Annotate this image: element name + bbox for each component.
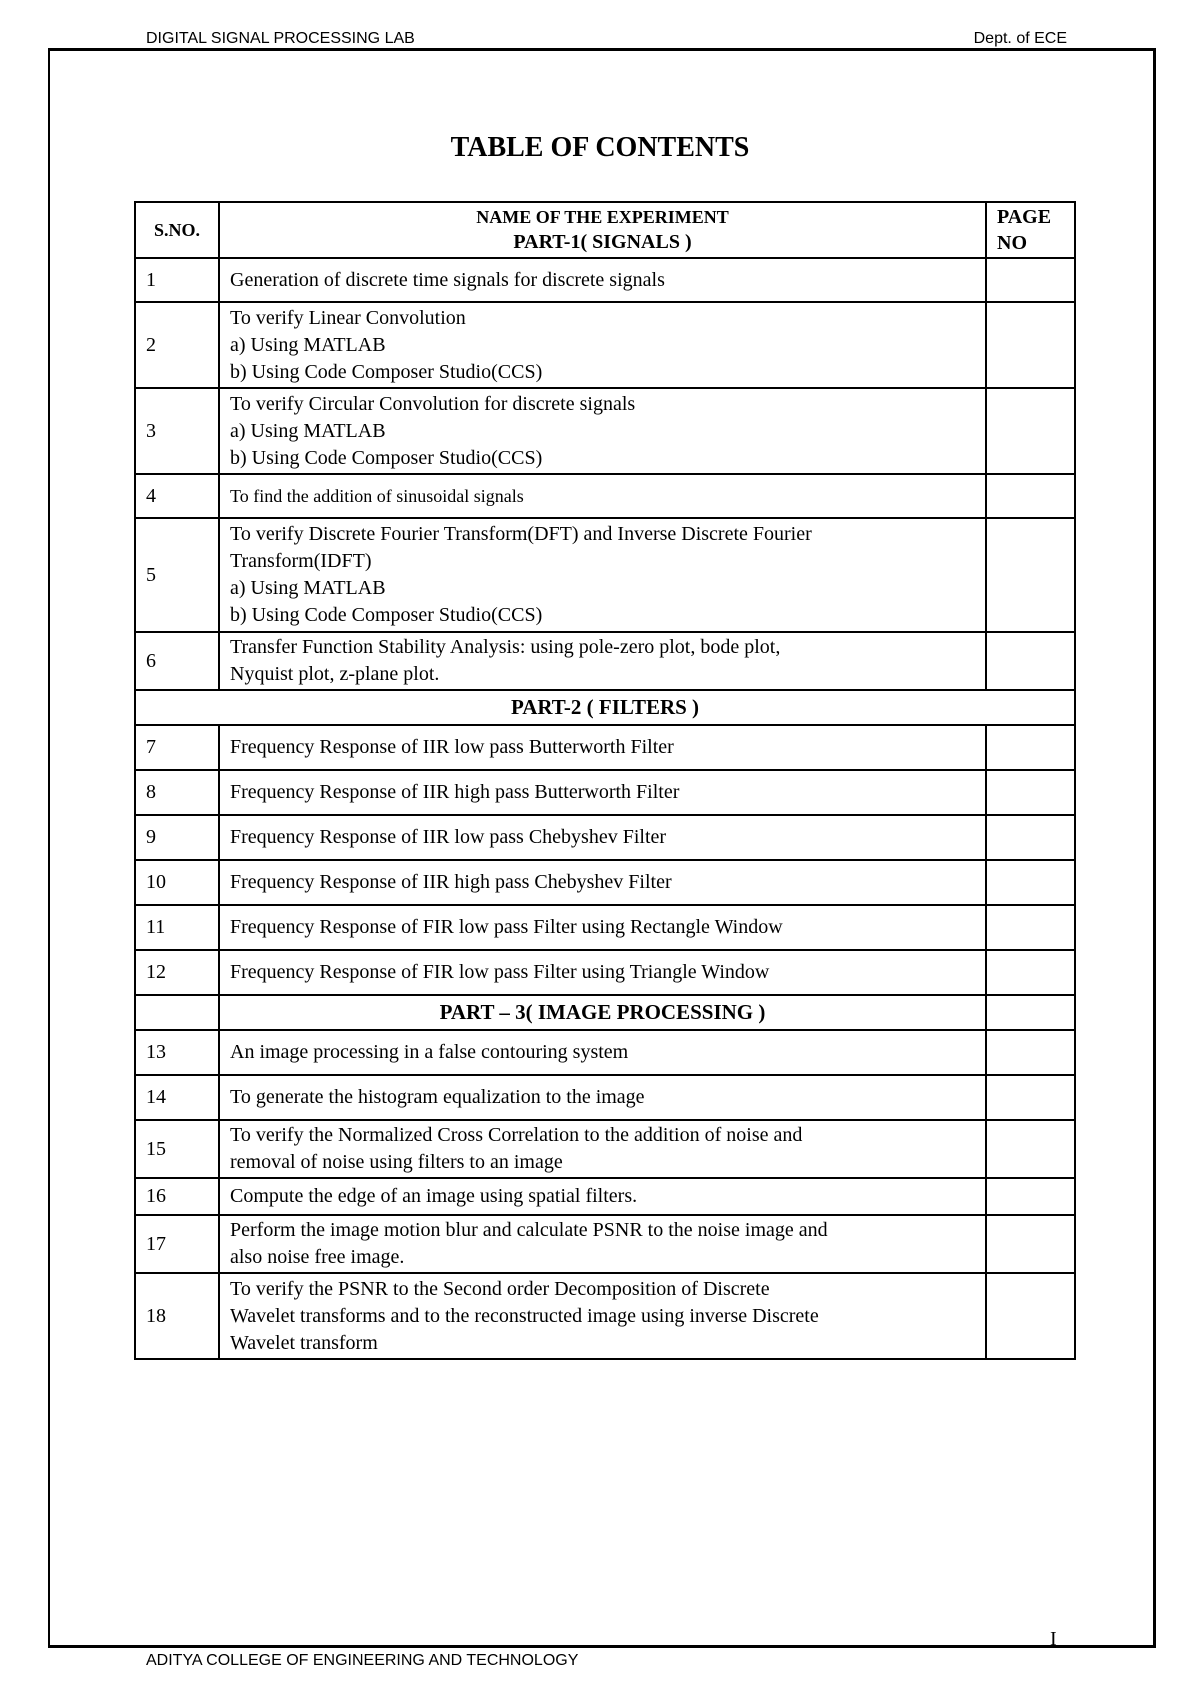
- table-row: [135, 302, 1075, 388]
- experiment-name: [219, 474, 986, 518]
- experiment-name-line: Wavelet transform: [230, 1331, 378, 1354]
- experiment-name-header-label: NAME OF THE EXPERIMENT: [476, 207, 729, 227]
- row-serial-number: 17: [135, 1215, 219, 1273]
- table-row: [135, 905, 1075, 950]
- table-body: [135, 258, 1075, 1359]
- experiment-name: [219, 1030, 986, 1075]
- page-number-cell: [986, 860, 1075, 905]
- section-title: PART – 3( IMAGE PROCESSING ): [219, 995, 986, 1030]
- page-number-cell: [986, 518, 1075, 632]
- table-row: [135, 770, 1075, 815]
- experiment-name-line: Generation of discrete time signals for discrete signals: [230, 268, 665, 291]
- page-number-cell: [986, 302, 1075, 388]
- experiment-name: [219, 725, 986, 770]
- experiment-name: [219, 1075, 986, 1120]
- experiment-name-line: Frequency Response of IIR high pass Chebyshev Filter: [230, 871, 672, 893]
- experiment-name-line: Nyquist plot, z-plane plot.: [230, 663, 440, 685]
- row-serial-number: 11: [135, 905, 219, 950]
- row-serial-number: 10: [135, 860, 219, 905]
- experiment-name-line: Frequency Response of IIR low pass Butterworth Filter: [230, 736, 674, 758]
- experiment-name-line: b) Using Code Composer Studio(CCS): [230, 604, 543, 626]
- row-serial-number: 8: [135, 770, 219, 815]
- table-row: [135, 815, 1075, 860]
- table-row: [135, 1273, 1075, 1359]
- experiment-name-line: To verify Discrete Fourier Transform(DFT) and Inverse Discrete Fourier: [230, 523, 812, 545]
- experiment-name-line: To generate the histogram equalization to the image: [230, 1086, 645, 1108]
- experiment-name: [219, 632, 986, 690]
- experiment-name: [219, 1120, 986, 1178]
- experiment-name: [219, 950, 986, 995]
- experiment-name: [219, 860, 986, 905]
- experiment-name: [219, 770, 986, 815]
- experiment-name: [219, 1215, 986, 1273]
- page-number-cell: [986, 905, 1075, 950]
- experiment-name: [219, 258, 986, 302]
- experiment-name-line: Perform the image motion blur and calculate PSNR to the noise image and: [230, 1219, 828, 1241]
- experiment-name: [219, 815, 986, 860]
- row-serial-number: 12: [135, 950, 219, 995]
- row-serial-number: 9: [135, 815, 219, 860]
- row-serial-number: 18: [135, 1273, 219, 1359]
- running-header-dept: Dept. of ECE: [973, 30, 1067, 47]
- experiment-name-line: Wavelet transforms and to the reconstructed image using inverse Discrete: [230, 1304, 819, 1327]
- experiment-name-line: a) Using MATLAB: [230, 333, 386, 356]
- part1-title: PART-1( SIGNALS ): [513, 231, 692, 253]
- experiment-name-line: Transfer Function Stability Analysis: using pole-zero plot, bode plot,: [230, 636, 781, 658]
- row-serial-number: 3: [135, 388, 219, 474]
- experiment-name-line: b) Using Code Composer Studio(CCS): [230, 360, 543, 383]
- page-no-header-line: PAGE: [997, 206, 1052, 228]
- experiment-name-line: To verify Circular Convolution for discrete signals: [230, 392, 636, 415]
- page-number: I: [1050, 1628, 1057, 1650]
- experiment-name-line: Frequency Response of IIR high pass Butterworth Filter: [230, 781, 680, 803]
- section-row: [135, 690, 1075, 725]
- experiment-name-line: a) Using MATLAB: [230, 577, 386, 599]
- sno-header: S.NO.: [135, 202, 219, 258]
- page-no-header-line: NO: [997, 232, 1027, 254]
- table-row: [135, 860, 1075, 905]
- row-serial-number: 15: [135, 1120, 219, 1178]
- table-row: [135, 1075, 1075, 1120]
- experiment-name: [219, 518, 986, 632]
- table-row: [135, 950, 1075, 995]
- page-number-cell: [986, 815, 1075, 860]
- page-number-cell: [986, 770, 1075, 815]
- page-no-header: [986, 202, 1075, 258]
- experiment-name-line: Compute the edge of an image using spatial filters.: [230, 1185, 638, 1207]
- running-footer-college: ADITYA COLLEGE OF ENGINEERING AND TECHNOLOGY: [146, 1652, 579, 1669]
- table-row: [135, 388, 1075, 474]
- experiment-name: [219, 1273, 986, 1359]
- table-row: [135, 1030, 1075, 1075]
- row-serial-number: 16: [135, 1178, 219, 1215]
- row-serial-number: 4: [135, 474, 219, 518]
- page-number-cell: [986, 474, 1075, 518]
- empty-cell: [135, 995, 219, 1030]
- table-row: [135, 1178, 1075, 1215]
- experiment-name-line: b) Using Code Composer Studio(CCS): [230, 446, 543, 469]
- experiment-name-header: [219, 202, 986, 258]
- page-number-cell: [986, 1120, 1075, 1178]
- table-row: [135, 518, 1075, 632]
- experiment-name: [219, 388, 986, 474]
- experiment-name-line: Frequency Response of FIR low pass Filter using Triangle Window: [230, 961, 770, 983]
- experiment-name-line: To verify the PSNR to the Second order Decomposition of Discrete: [230, 1277, 770, 1300]
- page-number-cell: [986, 1030, 1075, 1075]
- table-row: [135, 474, 1075, 518]
- experiment-name-line: also noise free image.: [230, 1246, 405, 1268]
- page-number-cell: [986, 1215, 1075, 1273]
- experiment-name: [219, 302, 986, 388]
- experiment-name-line: a) Using MATLAB: [230, 419, 386, 442]
- page-number-cell: [986, 1273, 1075, 1359]
- row-serial-number: 14: [135, 1075, 219, 1120]
- page-title: TABLE OF CONTENTS: [450, 132, 750, 163]
- experiment-name-line: An image processing in a false contouring system: [230, 1041, 629, 1063]
- running-header-title: DIGITAL SIGNAL PROCESSING LAB: [146, 30, 415, 47]
- experiment-name-line: To verify Linear Convolution: [230, 306, 466, 329]
- table-row: [135, 1215, 1075, 1273]
- row-serial-number: 5: [135, 518, 219, 632]
- page-number-cell: [986, 1075, 1075, 1120]
- experiment-name-line: Frequency Response of FIR low pass Filter using Rectangle Window: [230, 916, 783, 938]
- table-row: [135, 632, 1075, 690]
- experiment-name-line: Frequency Response of IIR low pass Chebyshev Filter: [230, 826, 667, 848]
- table-row: [135, 258, 1075, 302]
- experiment-name-line: To find the addition of sinusoidal signals: [230, 485, 524, 506]
- row-serial-number: 1: [135, 258, 219, 302]
- experiment-name-line: removal of noise using filters to an image: [230, 1151, 563, 1173]
- table-row: [135, 725, 1075, 770]
- section-row: [135, 995, 1075, 1030]
- experiment-name: [219, 1178, 986, 1215]
- section-title: PART-2 ( FILTERS ): [135, 690, 1075, 725]
- page-number-cell: [986, 388, 1075, 474]
- row-serial-number: 7: [135, 725, 219, 770]
- table-header-row: [135, 202, 1075, 258]
- page-number-cell: [986, 258, 1075, 302]
- row-serial-number: 6: [135, 632, 219, 690]
- row-serial-number: 13: [135, 1030, 219, 1075]
- page-number-cell: [986, 632, 1075, 690]
- experiment-name: [219, 905, 986, 950]
- page-number-cell: [986, 950, 1075, 995]
- contents-table: [134, 201, 1076, 1360]
- row-serial-number: 2: [135, 302, 219, 388]
- page-number-cell: [986, 725, 1075, 770]
- page-number-cell: [986, 1178, 1075, 1215]
- table-row: [135, 1120, 1075, 1178]
- experiment-name-line: To verify the Normalized Cross Correlation to the addition of noise and: [230, 1124, 803, 1146]
- experiment-name-line: Transform(IDFT): [230, 550, 372, 572]
- empty-cell: [986, 995, 1075, 1030]
